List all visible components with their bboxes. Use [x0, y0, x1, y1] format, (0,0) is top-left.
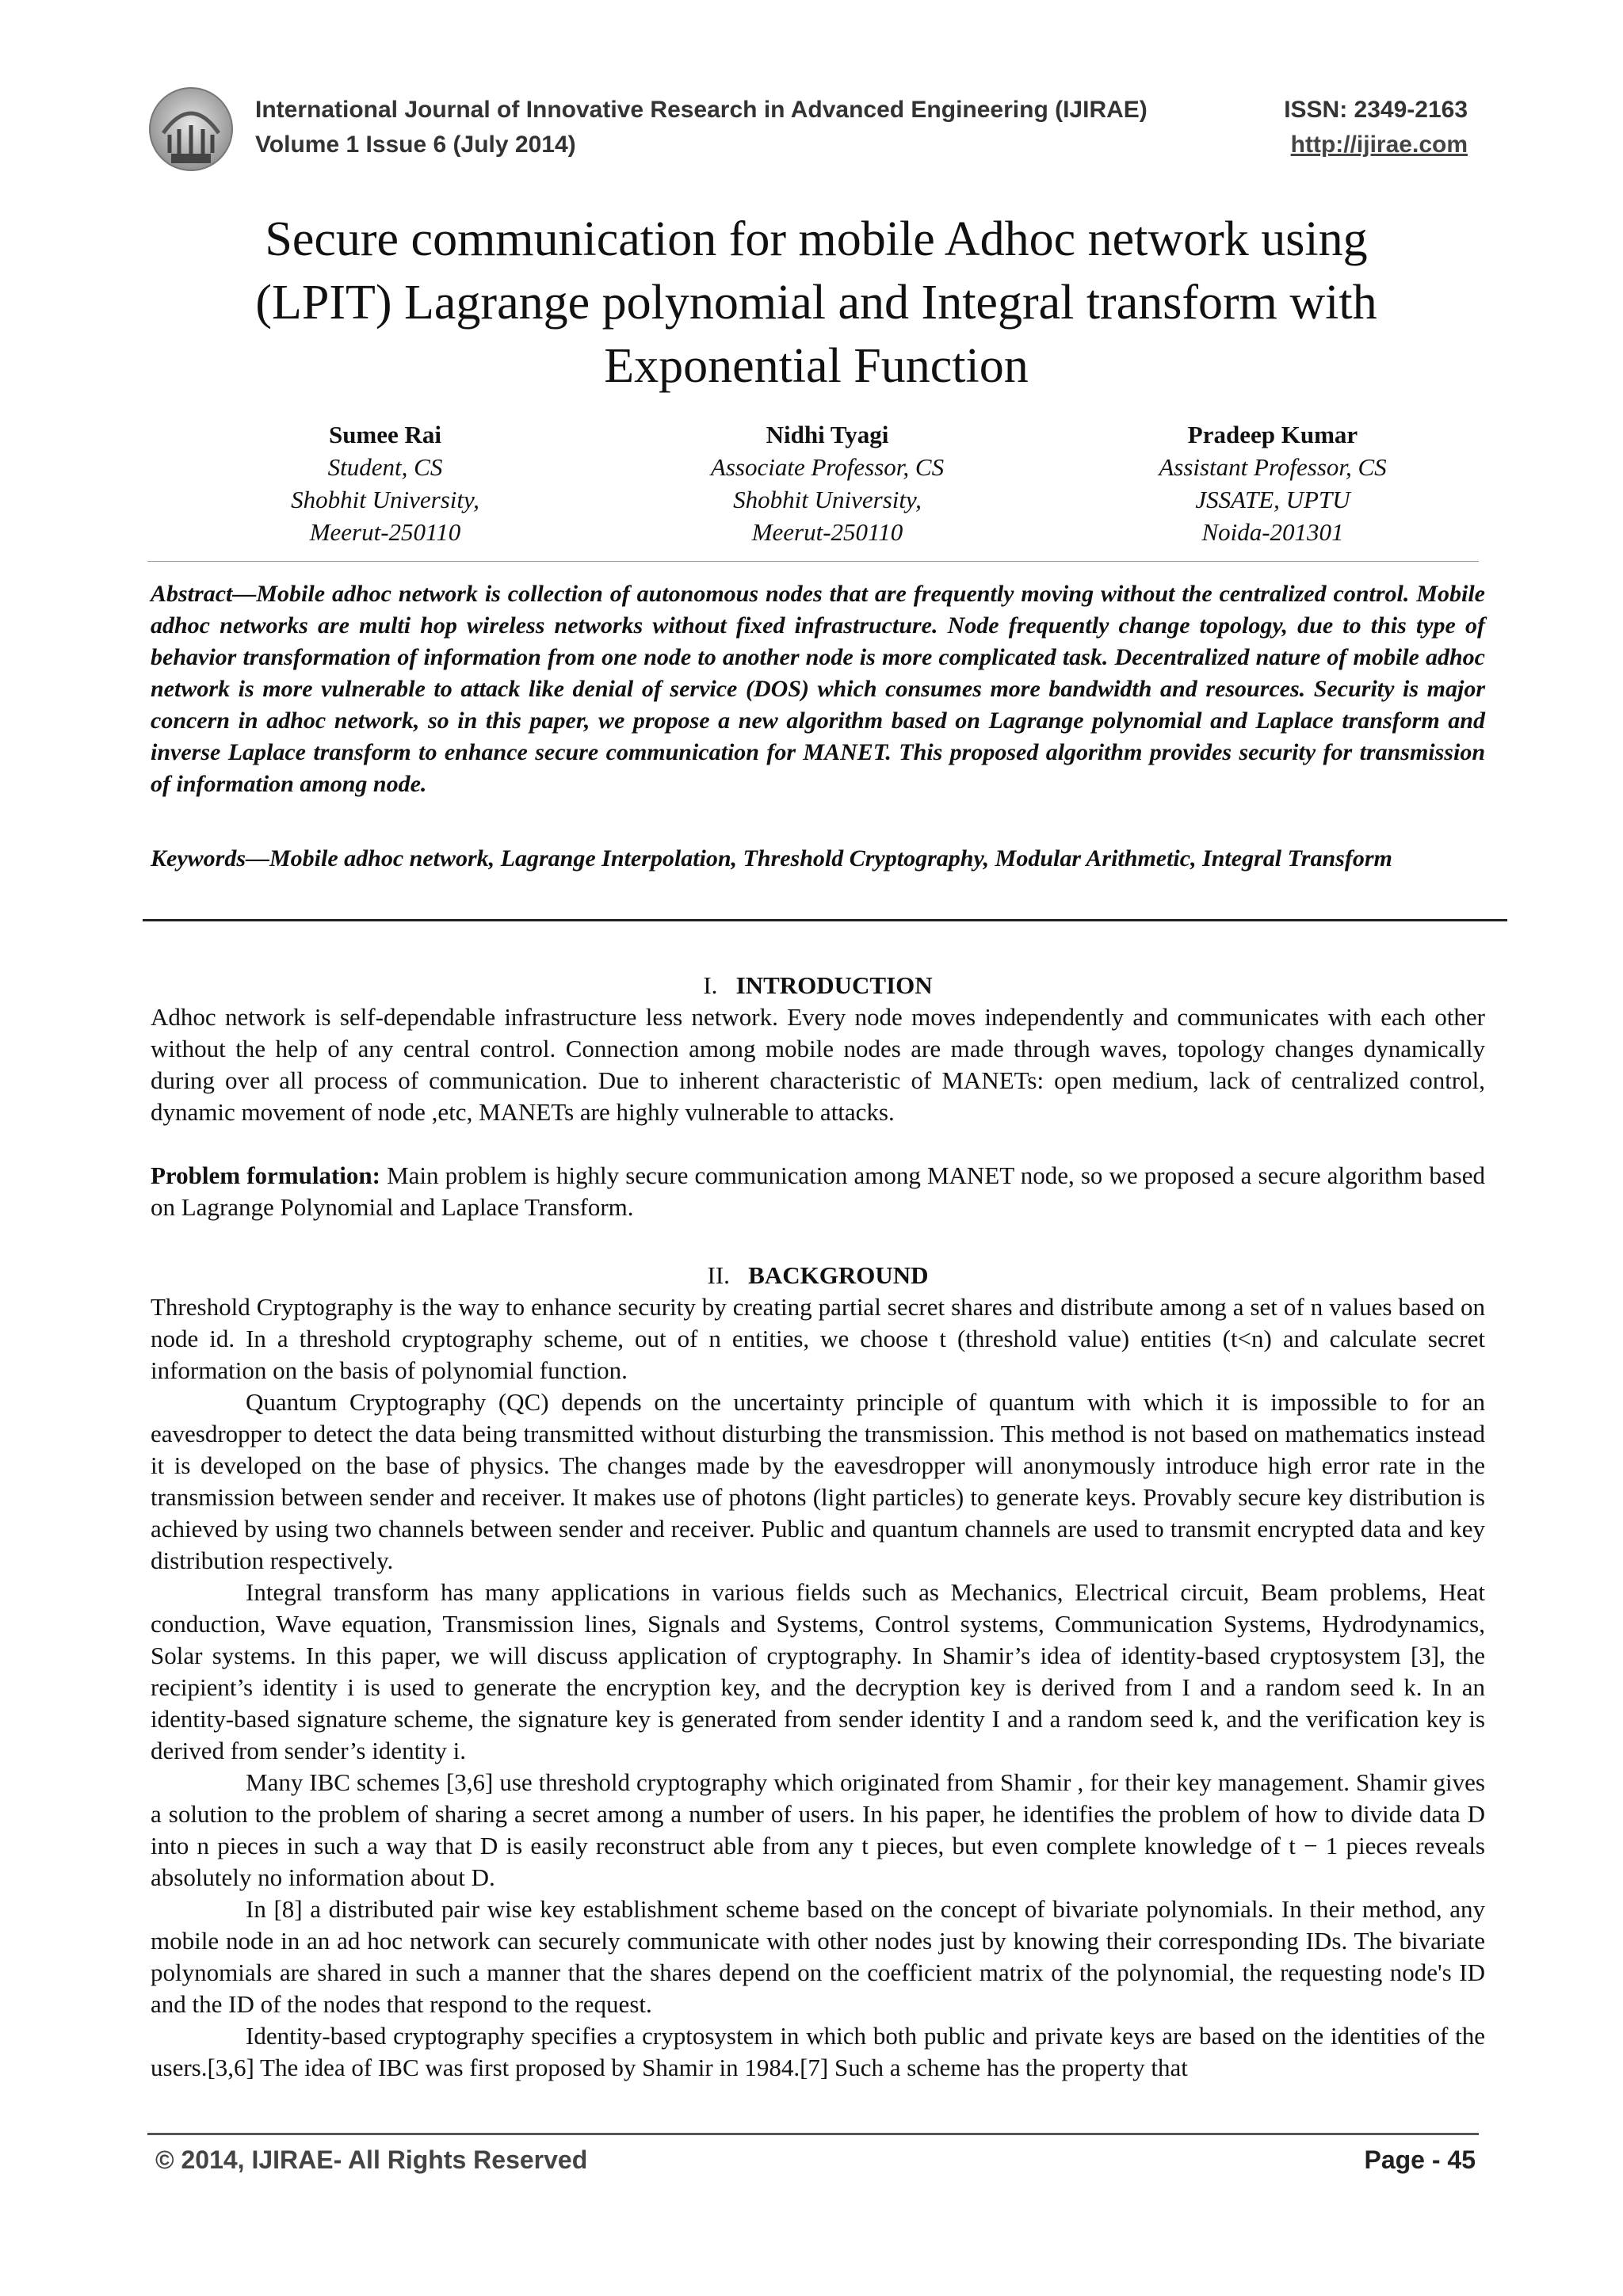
journal-volume: Volume 1 Issue 6 (July 2014) — [255, 132, 576, 158]
paragraph: Threshold Cryptography is the way to enhance security by creating partial secret shares and distribute among a set of n values based on node id. In a threshold cryptography scheme, out of n entities, we choose t (threshold value) entities (t<n) and calculate secret information on the basis of polynomial function. — [151, 1293, 1485, 1384]
author-affiliation: JSSATE, UPTU — [1195, 486, 1350, 513]
paragraph: Many IBC schemes [3,6] use threshold cryptography which originated from Shamir , for their key management. Shamir gives a solution to the problem of sharing a secret among a number of users. In his paper, he identifies the problem of how to divide data D into n pieces in such a way that D is easily reconstruct able from any t pieces, but even complete knowledge of t − 1 pieces reveals absolutely no information about D. — [151, 1768, 1485, 1891]
author-name: Nidhi Tyagi — [766, 421, 889, 448]
section-number: I. — [703, 971, 718, 999]
author-name: Pradeep Kumar — [1187, 421, 1358, 448]
footer-copyright: © 2014, IJIRAE- All Rights Reserved — [155, 2145, 588, 2174]
section-heading-background — [151, 1260, 1485, 1291]
section-title: BACKGROUND — [748, 1261, 929, 1289]
paragraph: Integral transform has many applications in various fields such as Mechanics, Electrical circuit, Beam problems, Heat conduction, Wave equation, Transmission lines, Signals and Systems, Control systems, Communication Systems, Hydrodynamics, Solar systems. In this paper, we will discuss application of cryptography. In Shamir’s idea of identity-based cryptosystem [3], the recipient’s identity i is used to generate the encryption key, and the decryption key is derived from I and a random seed k. In an identity-based signature scheme, the signature key is generated from sender identity I and a random seed k, and the verification key is derived from sender’s identity i. — [151, 1578, 1485, 1764]
journal-logo-icon — [147, 86, 235, 173]
footer-divider — [147, 2133, 1479, 2135]
author-location: Noida-201301 — [1201, 518, 1344, 546]
problem-text: Main problem is highly secure communication among MANET node, so we proposed a secure algorithm based on Lagrange Polynomial and Laplace Transform. — [151, 1161, 1485, 1221]
title-line: (LPIT) Lagrange polynomial and Integral transform with — [255, 276, 1377, 330]
author-name: Sumee Rai — [328, 421, 442, 448]
section-title: INTRODUCTION — [735, 971, 933, 999]
journal-url-link[interactable]: http://ijirae.com — [1290, 132, 1468, 158]
problem-label: Problem formulation: — [151, 1161, 380, 1189]
intro-body — [151, 1001, 1485, 1128]
author-affiliation: Shobhit University, — [291, 486, 479, 513]
title-line: Secure communication for mobile Adhoc network using — [265, 212, 1368, 266]
paragraph — [151, 1160, 1485, 1223]
author-block — [171, 418, 599, 548]
paragraph: In [8] a distributed pair wise key establishment scheme based on the concept of bivariate polynomials. In their method, any mobile node in an ad hoc network can securely communicate with other nodes just by knowing their corresponding IDs. The bivariate polynomials are shared in such a manner that the shares depend on the coefficient matrix of the polynomial, the requesting node's ID and the ID of the nodes that respond to the request. — [151, 1895, 1485, 2018]
paragraph: Adhoc network is self-dependable infrastructure less network. Every node moves independently and communicates with each other without the help of any central control. Connection among mobile nodes are made through waves, topology changes dynamically during over all process of communication. Due to inherent characteristic of MANETs: open medium, lack of centralized control, dynamic movement of node ,etc, MANETs are highly vulnerable to attacks. — [151, 1003, 1485, 1126]
paragraph: Quantum Cryptography (QC) depends on the uncertainty principle of quantum with which it is impossible to for an eavesdropper to detect the data being transmitted without disturbing the transmission. This method is not based on mathematics instead it is developed on the base of physics. The changes made by the eavesdropper will anonymously introduce high error rate in the transmission between sender and receiver. It makes use of photons (light particles) to generate keys. Provably secure key distribution is achieved by using two channels between sender and receiver. Public and quantum channels are used to transmit encrypted data and key distribution respectively. — [151, 1388, 1485, 1574]
author-role: Assistant Professor, CS — [1159, 453, 1387, 481]
author-block — [1059, 418, 1487, 548]
problem-formulation — [151, 1160, 1485, 1223]
author-location: Meerut-250110 — [751, 518, 903, 546]
journal-name: International Journal of Innovative Research in Advanced Engineering (IJIRAE) — [255, 97, 1148, 123]
author-block — [613, 418, 1041, 548]
author-affiliation: Shobhit University, — [733, 486, 922, 513]
divider — [143, 919, 1507, 921]
background-body — [151, 1291, 1485, 2084]
journal-issn: ISSN: 2349-2163 — [1284, 97, 1468, 123]
section-number: II. — [707, 1261, 730, 1289]
divider — [147, 561, 1479, 562]
author-role: Associate Professor, CS — [710, 453, 945, 481]
abstract: Abstract—Mobile adhoc network is collection of autonomous nodes that are frequently moving without the centralized control. Mobile adhoc networks are multi hop wireless networks without fixed infrastructure. Node frequently change topology, due to this type of behavior transformation of information from one node to another node is more complicated task. Decentralized nature of mobile adhoc network is more vulnerable to attack like denial of service (DOS) which consumes more bandwidth and resources. Security is major concern in adhoc network, so in this paper, we propose a new algorithm based on Lagrange polynomial and Laplace transform and inverse Laplace transform to enhance secure communication for MANET. This proposed algorithm provides security for transmission of information among node. — [151, 581, 1485, 797]
keywords: Keywords—Mobile adhoc network, Lagrange Interpolation, Threshold Cryptography, Modular Arithmetic, Integral Transform — [151, 845, 1392, 871]
author-location: Meerut-250110 — [309, 518, 461, 546]
paragraph: Identity-based cryptography specifies a cryptosystem in which both public and private keys are based on the identities of the users.[3,6] The idea of IBC was first proposed by Shamir in 1984.[7] Such a scheme has the property that — [151, 2022, 1485, 2081]
section-heading-introduction — [151, 970, 1485, 1001]
author-role: Student, CS — [327, 453, 443, 481]
page-number: Page - 45 — [1364, 2145, 1476, 2174]
paper-title — [143, 208, 1490, 398]
title-line: Exponential Function — [604, 339, 1029, 393]
